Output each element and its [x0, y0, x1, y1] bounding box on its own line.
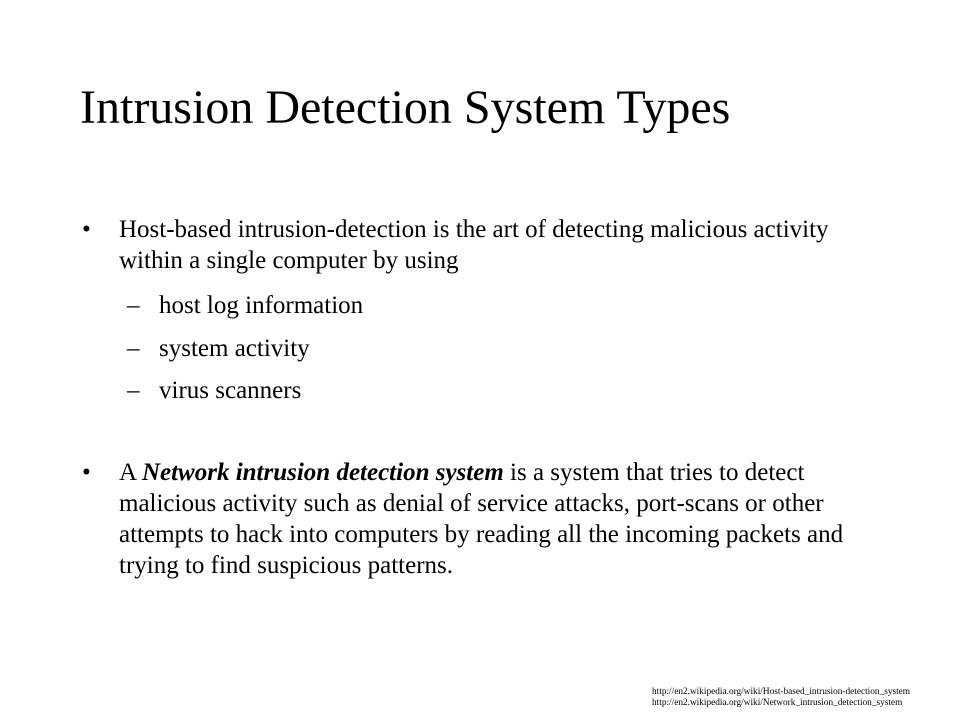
bullet-marker: •: [82, 216, 91, 243]
bullet-text-emphasis: Network intrusion detection system: [141, 459, 504, 486]
references: [652, 687, 957, 709]
bullet-marker: •: [82, 459, 91, 486]
bullet-text: Host-based intrusion-detection is the art of detecting malicious activity within a single computer by using: [119, 216, 829, 274]
subitem-host-log: [127, 290, 827, 321]
bullet-network: [82, 457, 882, 581]
bullet-host-based: [82, 214, 882, 276]
bullet-text-prefix: A: [119, 459, 142, 486]
reference-link[interactable]: http://en2.wikipedia.org/wiki/Network_intrusion_detection_system: [652, 698, 903, 708]
bullet-text: [119, 457, 882, 581]
subitem-marker: –: [127, 292, 140, 319]
subitem-system-activity: [127, 333, 827, 364]
subitem-marker: –: [127, 335, 140, 362]
subitem-text: virus scanners: [159, 377, 302, 404]
subitem-virus-scanners: [127, 375, 827, 406]
reference-link[interactable]: http://en2.wikipedia.org/wiki/Host-based_intrusion-detection_system: [652, 687, 911, 697]
slide-title: Intrusion Detection System Types: [80, 81, 731, 134]
subitem-marker: –: [127, 377, 140, 404]
bullet-text-suffix: is a system that tries to detect malicious activity such as denial of service attacks, port-scans or other attempts to hack into computers by reading all the incoming packets and trying to find suspicious patterns.: [119, 459, 844, 579]
subitem-text: host log information: [159, 292, 364, 319]
subitem-text: system activity: [159, 335, 310, 362]
